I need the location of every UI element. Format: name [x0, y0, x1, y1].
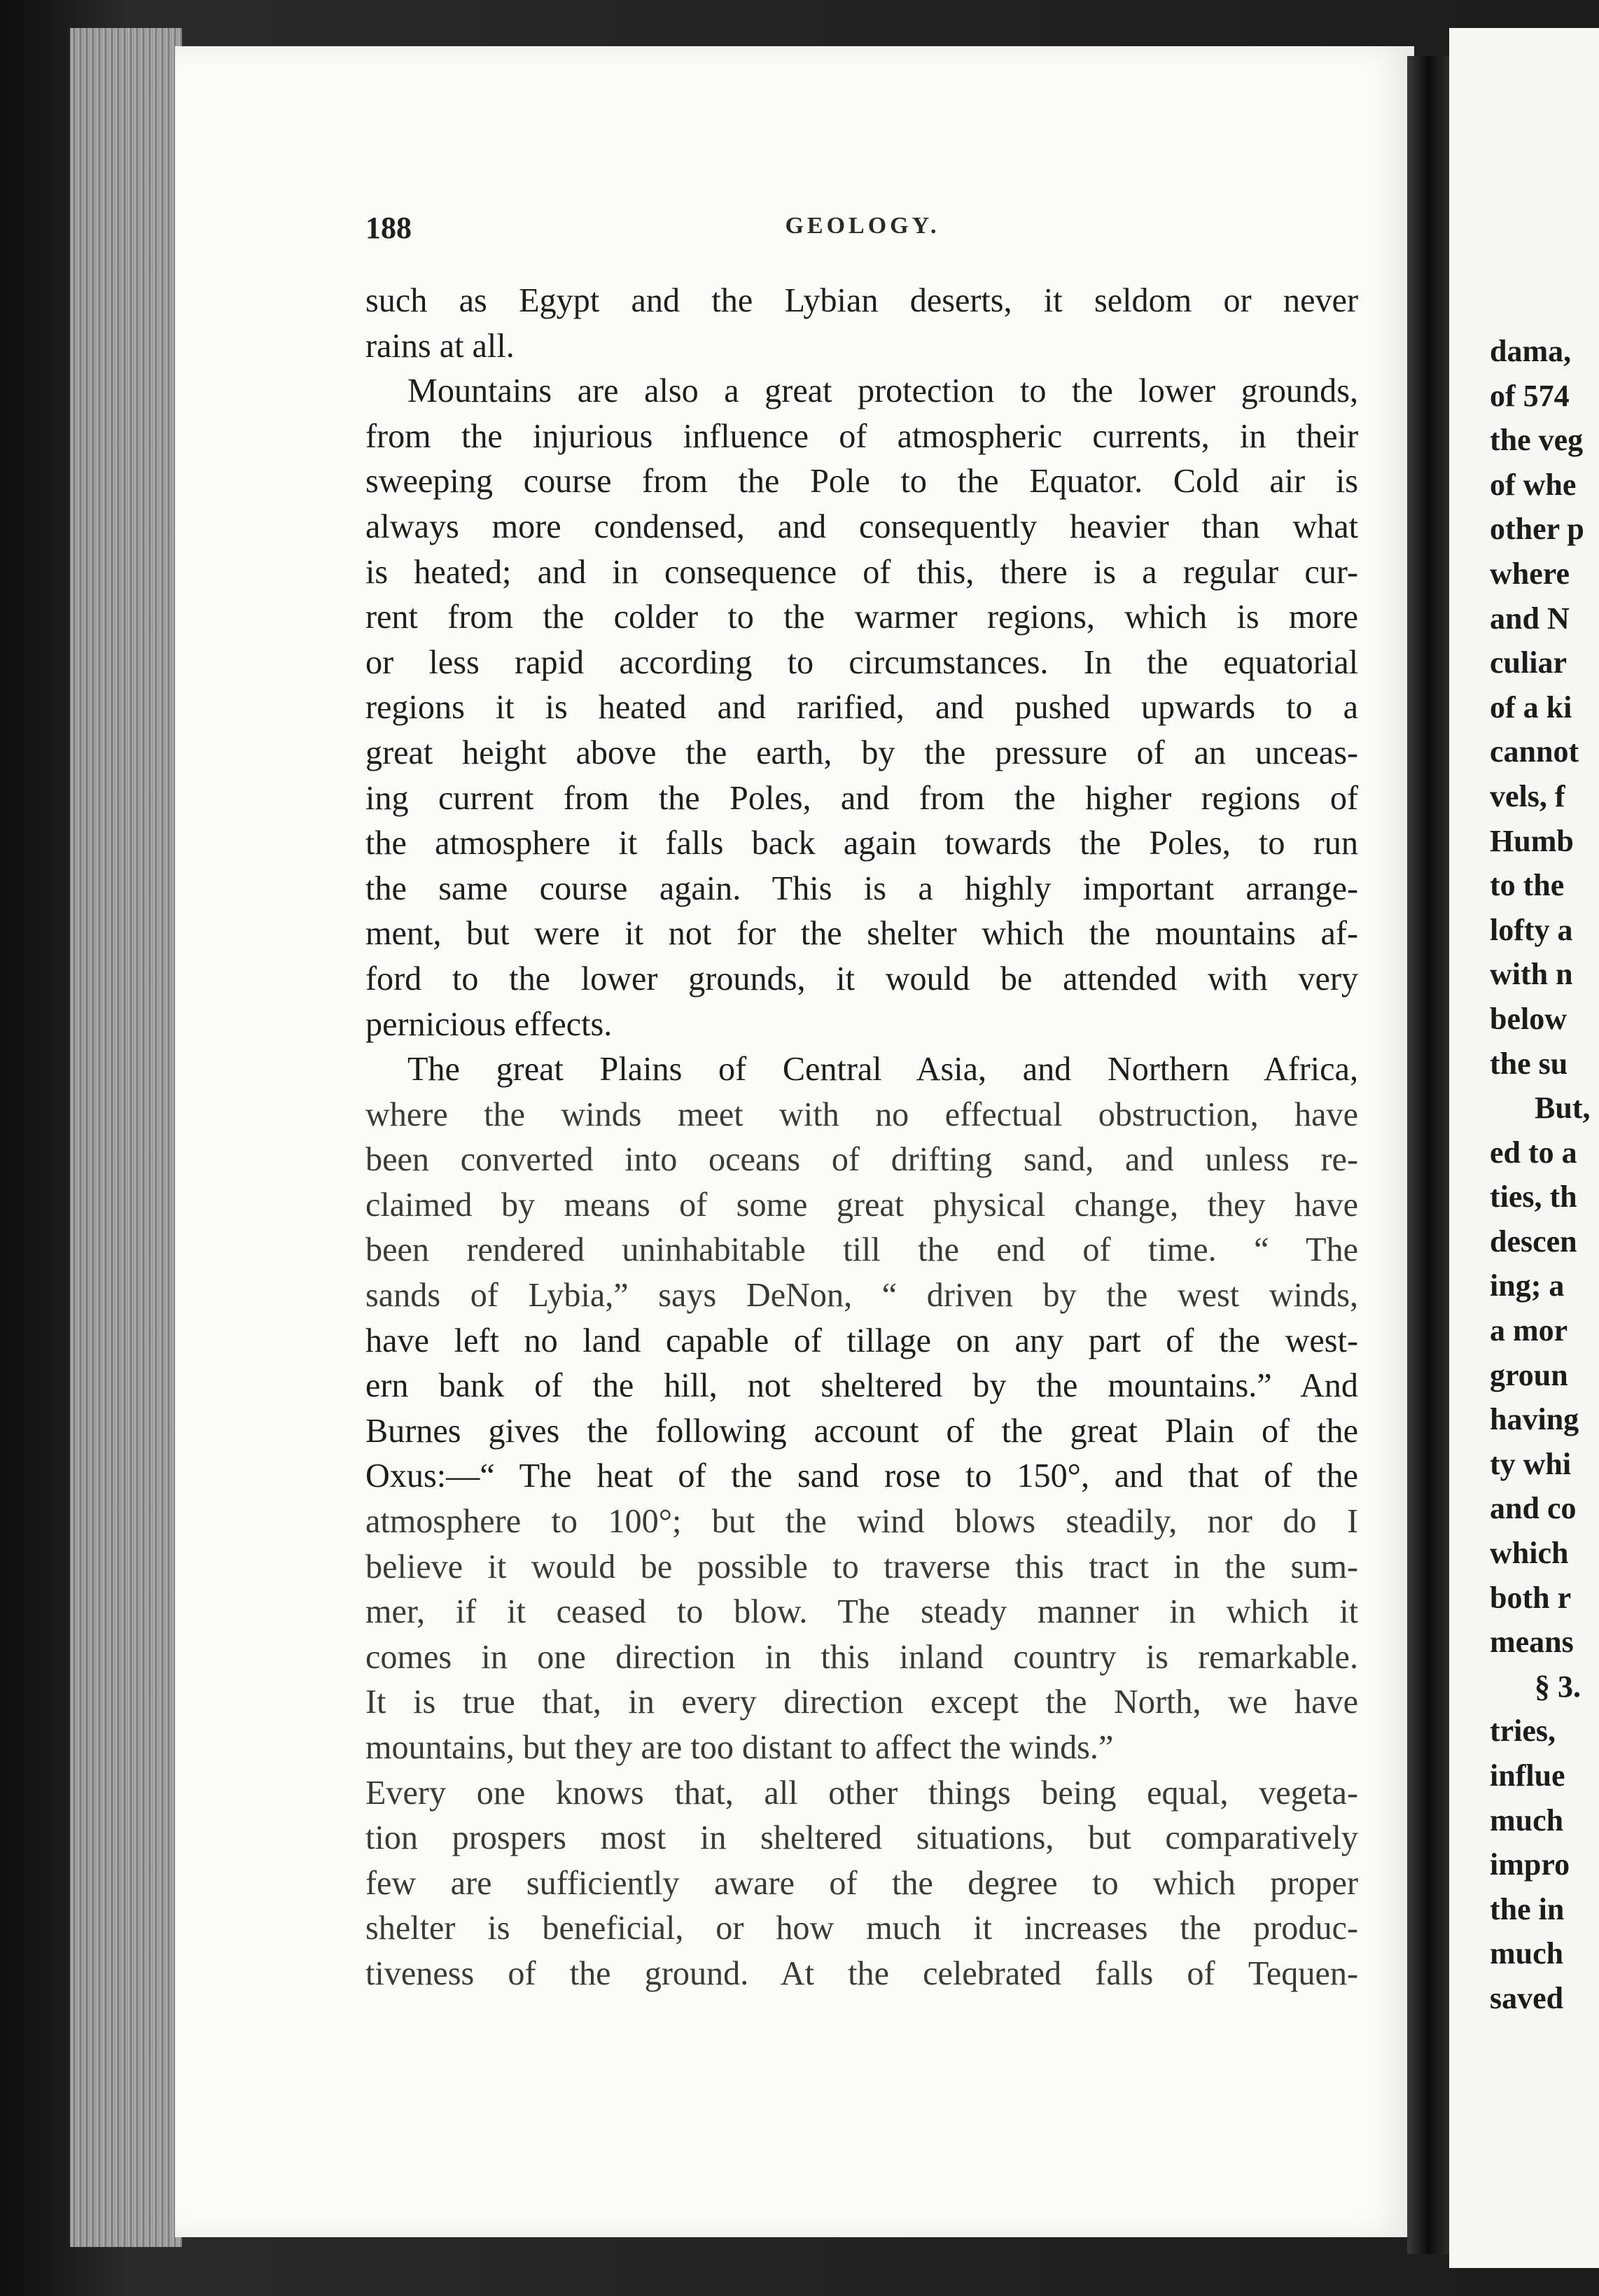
fragment-line: other p [1490, 512, 1584, 547]
text-line: from the injurious influence of atmospheric currents, in their [365, 417, 1358, 455]
fragment-line: of a ki [1490, 690, 1572, 724]
text-line: always more condensed, and consequently heavier than what [365, 507, 1358, 545]
fragment-line: ty whi [1490, 1446, 1572, 1481]
text-line: the atmosphere it falls back again towards the Poles, to run [365, 825, 1358, 862]
text-line: great height above the earth, by the pressure of an unceas- [365, 734, 1358, 771]
fragment-line: ties, th [1490, 1180, 1577, 1214]
fragment-line: influe [1490, 1758, 1565, 1793]
text-line: ern bank of the hill, not sheltered by the mountains.” And [365, 1367, 1358, 1405]
book-gutter [1407, 56, 1449, 2254]
text-line: have left no land capable of tillage on any part of the west- [365, 1322, 1358, 1359]
text-line: The great Plains of Central Asia, and Northern Africa, [407, 1051, 1358, 1088]
fragment-line: ed to a [1490, 1135, 1577, 1170]
text-line: sands of Lybia,” says DeNon, “ driven by the west winds, [365, 1277, 1358, 1315]
text-line: pernicious effects. [365, 1005, 613, 1043]
fragment-line: lofty a [1490, 912, 1573, 947]
fragment-line: which [1490, 1536, 1569, 1571]
fragment-line: to the [1490, 868, 1565, 903]
text-line: believe it would be possible to traverse this tract in the sum- [365, 1548, 1358, 1586]
text-line: Every one knows that, all other things being equal, vegeta- [365, 1774, 1358, 1812]
text-line: such as Egypt and the Lybian deserts, it seldom or never [365, 282, 1358, 319]
fragment-line: much [1490, 1802, 1564, 1837]
fragment-line: below [1490, 1001, 1567, 1036]
text-line: or less rapid according to circumstances. In the equatorial [365, 643, 1358, 681]
fragment-line: much [1490, 1936, 1564, 1971]
text-line: mountains, but they are too distant to affect the winds.” [365, 1729, 1114, 1766]
text-line: atmosphere to 100°; but the wind blows steadily, nor do I [365, 1503, 1358, 1541]
page-header [365, 210, 1360, 252]
fragment-line: descen [1490, 1224, 1577, 1259]
fragment-line: culiar [1490, 645, 1567, 680]
fragment-line: both r [1490, 1580, 1572, 1615]
text-line: mer, if it ceased to blow. The steady manner in which it [365, 1593, 1358, 1631]
text-line: rains at all. [365, 327, 515, 365]
text-line: the same course again. This is a highly important arrange- [365, 869, 1358, 907]
fragment-line: where [1490, 556, 1570, 591]
fragment-line: dama, [1490, 334, 1572, 368]
text-line: It is true that, in every direction except the North, we have [365, 1684, 1358, 1721]
fragment-line: saved [1490, 1980, 1564, 2015]
text-line: comes in one direction in this inland country is remarkable. [365, 1638, 1358, 1676]
left-page-body [365, 279, 1358, 1997]
fragment-line: a mor [1490, 1313, 1568, 1348]
fragment-line: the su [1490, 1046, 1568, 1081]
fragment-line: tries, [1490, 1714, 1556, 1749]
fragment-line: with n [1490, 957, 1573, 992]
fragment-line: and co [1490, 1491, 1577, 1526]
text-line: tiveness of the ground. At the celebrated falls of Tequen- [365, 1954, 1358, 1992]
fragment-line: vels, f [1490, 778, 1565, 813]
fragment-line: the in [1490, 1891, 1565, 1926]
fragment-line: § 3. [1535, 1669, 1581, 1704]
text-line: Oxus:—“ The heat of the sand rose to 150°, and that of the [365, 1457, 1358, 1495]
text-line: few are sufficiently aware of the degree to which proper [365, 1864, 1358, 1902]
fragment-line: means [1490, 1625, 1574, 1660]
text-line: Mountains are also a great protection to the lower grounds, [407, 372, 1358, 410]
text-line: been rendered uninhabitable till the end of time. “ The [365, 1231, 1358, 1269]
text-line: regions it is heated and rarified, and pushed upwards to a [365, 689, 1358, 727]
running-head: GEOLOGY. [785, 213, 940, 239]
text-line: is heated; and in consequence of this, there is a regular cur- [365, 553, 1358, 591]
fragment-line: Humb [1490, 823, 1574, 858]
text-line: tion prospers most in sheltered situations, but comparatively [365, 1819, 1358, 1857]
page-edges [70, 28, 182, 2247]
text-line: sweeping course from the Pole to the Equator. Cold air is [365, 463, 1358, 500]
fragment-line: groun [1490, 1357, 1568, 1392]
fragment-line: ing; a [1490, 1268, 1565, 1303]
fragment-line: cannot [1490, 734, 1579, 769]
fragment-line: the veg [1490, 423, 1584, 458]
text-line: Burnes gives the following account of the great Plain of the [365, 1412, 1358, 1450]
text-line: ment, but were it not for the shelter which the mountains af- [365, 915, 1358, 953]
page-number: 188 [365, 211, 412, 245]
fragment-line: having [1490, 1402, 1579, 1437]
text-line: ford to the lower grounds, it would be attended with very [365, 960, 1358, 997]
fragment-line: of 574 [1490, 378, 1570, 413]
fragment-line: But, [1535, 1091, 1591, 1126]
fragment-line: impro [1490, 1847, 1570, 1882]
text-line: been converted into oceans of drifting sand, and unless re- [365, 1141, 1358, 1179]
fragment-line: of whe [1490, 467, 1577, 502]
text-line: ing current from the Poles, and from the higher regions of [365, 779, 1358, 817]
text-line: claimed by means of some great physical change, they have [365, 1186, 1358, 1224]
fragment-line: and N [1490, 601, 1570, 636]
right-page-fragments [1490, 329, 1599, 2021]
text-line: rent from the colder to the warmer regions, which is more [365, 598, 1358, 636]
text-line: where the winds meet with no effectual obstruction, have [365, 1096, 1358, 1133]
text-line: shelter is beneficial, or how much it increases the produc- [365, 1910, 1358, 1947]
